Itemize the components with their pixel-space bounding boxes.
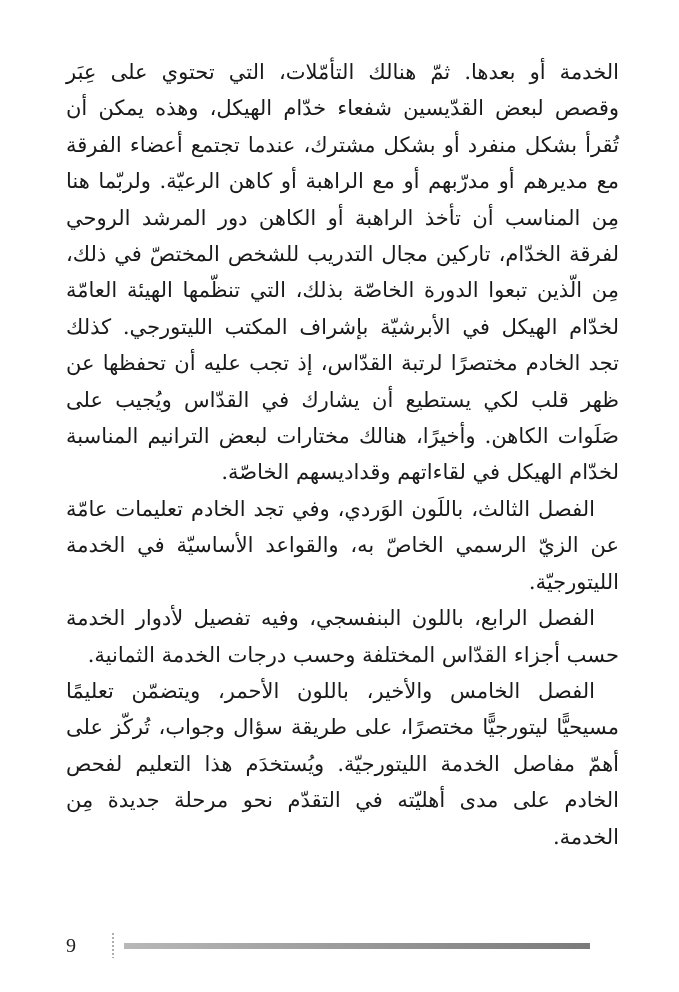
body-text xyxy=(66,54,619,855)
paragraph-chapter-four: الفصل الرابع، باللون البنفسجي، وفيه تفصيل لأدوار الخدمة حسب أجزاء القدّاس المختلفة وحسب درجات الخدمة الثمانية. xyxy=(66,606,619,667)
paragraph-chapter-five: الفصل الخامس والأخير، باللون الأحمر، ويتضمّن تعليمًا مسيحيًّا ليتورجيًّا مختصرًا، على طريقة سؤال وجواب، تُركّز على أهمّ مفاصل الخدمة الليتورجيّة. ويُستخدَم هذا التعليم لفحص الخادم على مدى أهليّته في التقدّم نحو مرحلة جديدة مِن الخدمة. xyxy=(66,678,619,849)
paragraph-chapter-three: الفصل الثالث، باللَون الوَردي، وفي تجد الخادم تعليمات عامّة عن الزيّ الرسمي الخاصّ به، والقواعد الأساسيّة في الخدمة الليتورجيّة. xyxy=(66,496,619,594)
page-footer xyxy=(0,930,679,960)
footer-rule xyxy=(124,943,590,949)
dotted-separator xyxy=(112,932,114,958)
page-number: 9 xyxy=(66,935,76,957)
paragraph-continuation: الخدمة أو بعدها. ثمّ هنالك التأمّلات، التي تحتوي على عِبَر وقصص لبعض القدّيسين شفعاء خدّام الهيكل، وهذه يمكن أن تُقرأ بشكل منفرد أو بشكل مشترك، عندما تجتمع أعضاء الفرقة مع مديرهم أو مدرّبهم أو مع الراهبة أو كاهن الرعيّة. ولربّما هنا مِن المناسب أن تأخذ الراهبة أو الكاهن دور المرشد الروحي لفرقة الخدّام، تاركين مجال التدريب للشخص المختصّ في ذلك، مِن الّذين تبعوا الدورة الخاصّة بذلك، التي تنظّمها الهيئة العامّة لخدّام الهيكل في الأبرشيّة بإشراف المكتب الليتورجي. كذلك تجد الخادم مختصرًا لرتبة القدّاس، إذ تجب عليه أن تحفظها عن ظهر قلب لكي يستطيع أن يشارك في القدّاس ويُجيب على صَلَوات الكاهن. وأخيرًا، هنالك مختارات لبعض الترانيم المناسبة لخدّام الهيكل في لقاءاتهم وقداديسهم الخاصّة. xyxy=(66,60,620,485)
